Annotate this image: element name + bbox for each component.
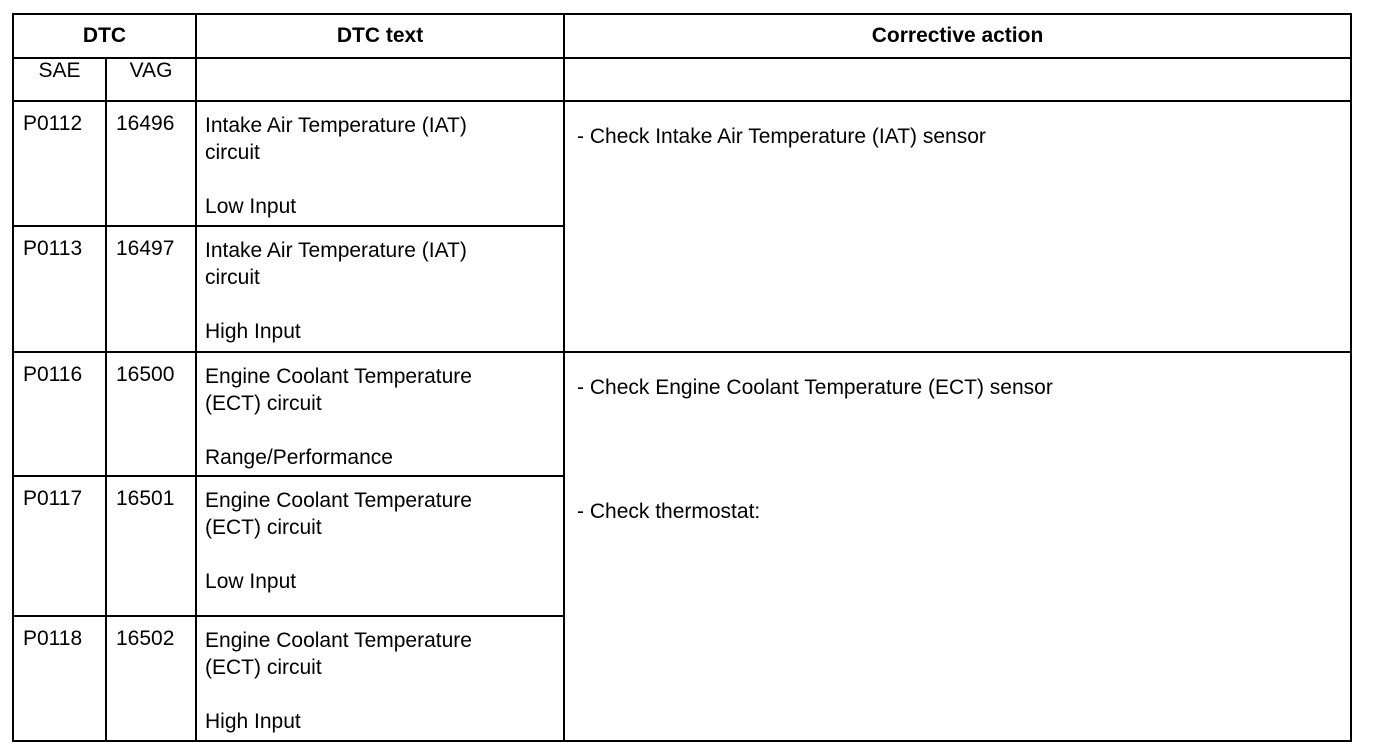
dtc-text-cell <box>196 226 564 352</box>
vag-code: 16496 <box>106 101 196 226</box>
dtc-text-line2: circuit <box>205 266 260 289</box>
dtc-text-line1: Engine Coolant Temperature <box>205 629 472 652</box>
table-row <box>13 101 1351 226</box>
table-row <box>13 352 1351 476</box>
dtc-text-cell <box>196 616 564 741</box>
dtc-text-cell <box>196 476 564 616</box>
subheader-empty-action <box>564 58 1351 101</box>
subheader-empty-text <box>196 58 564 101</box>
dtc-text-line1: Intake Air Temperature (IAT) <box>205 114 467 137</box>
dtc-text-line2: (ECT) circuit <box>205 392 322 415</box>
header-corrective-action: Corrective action <box>564 14 1351 58</box>
sae-code: P0112 <box>13 101 106 226</box>
dtc-text-line1: Engine Coolant Temperature <box>205 489 472 512</box>
sae-code: P0118 <box>13 616 106 741</box>
dtc-text-line2: circuit <box>205 141 260 164</box>
sae-code: P0113 <box>13 226 106 352</box>
action-cell-ect <box>564 352 1351 741</box>
dtc-condition: Low Input <box>205 570 297 593</box>
dtc-text-line2: (ECT) circuit <box>205 516 322 539</box>
vag-code: 16500 <box>106 352 196 476</box>
action-ect: - Check Engine Coolant Temperature (ECT) sensor <box>577 376 1053 399</box>
header-row <box>13 14 1351 58</box>
dtc-condition: High Input <box>205 320 301 343</box>
header-sae: SAE <box>13 58 106 101</box>
dtc-text-cell <box>196 352 564 476</box>
vag-code: 16497 <box>106 226 196 352</box>
dtc-text-line1: Engine Coolant Temperature <box>205 365 472 388</box>
action-iat: - Check Intake Air Temperature (IAT) sensor <box>577 125 986 148</box>
vag-code: 16501 <box>106 476 196 616</box>
dtc-condition: Range/Performance <box>205 446 393 469</box>
sae-code: P0116 <box>13 352 106 476</box>
dtc-condition: High Input <box>205 710 301 733</box>
subheader-row <box>13 58 1351 101</box>
action-cell-iat <box>564 101 1351 352</box>
action-thermostat: - Check thermostat: <box>577 500 761 523</box>
dtc-text-line2: (ECT) circuit <box>205 656 322 679</box>
dtc-table <box>12 13 1352 742</box>
vag-code: 16502 <box>106 616 196 741</box>
dtc-condition: Low Input <box>205 195 297 218</box>
header-dtc-text: DTC text <box>196 14 564 58</box>
sae-code: P0117 <box>13 476 106 616</box>
dtc-text-cell <box>196 101 564 226</box>
dtc-text-line1: Intake Air Temperature (IAT) <box>205 239 467 262</box>
header-vag: VAG <box>106 58 196 101</box>
header-dtc: DTC <box>13 14 196 58</box>
